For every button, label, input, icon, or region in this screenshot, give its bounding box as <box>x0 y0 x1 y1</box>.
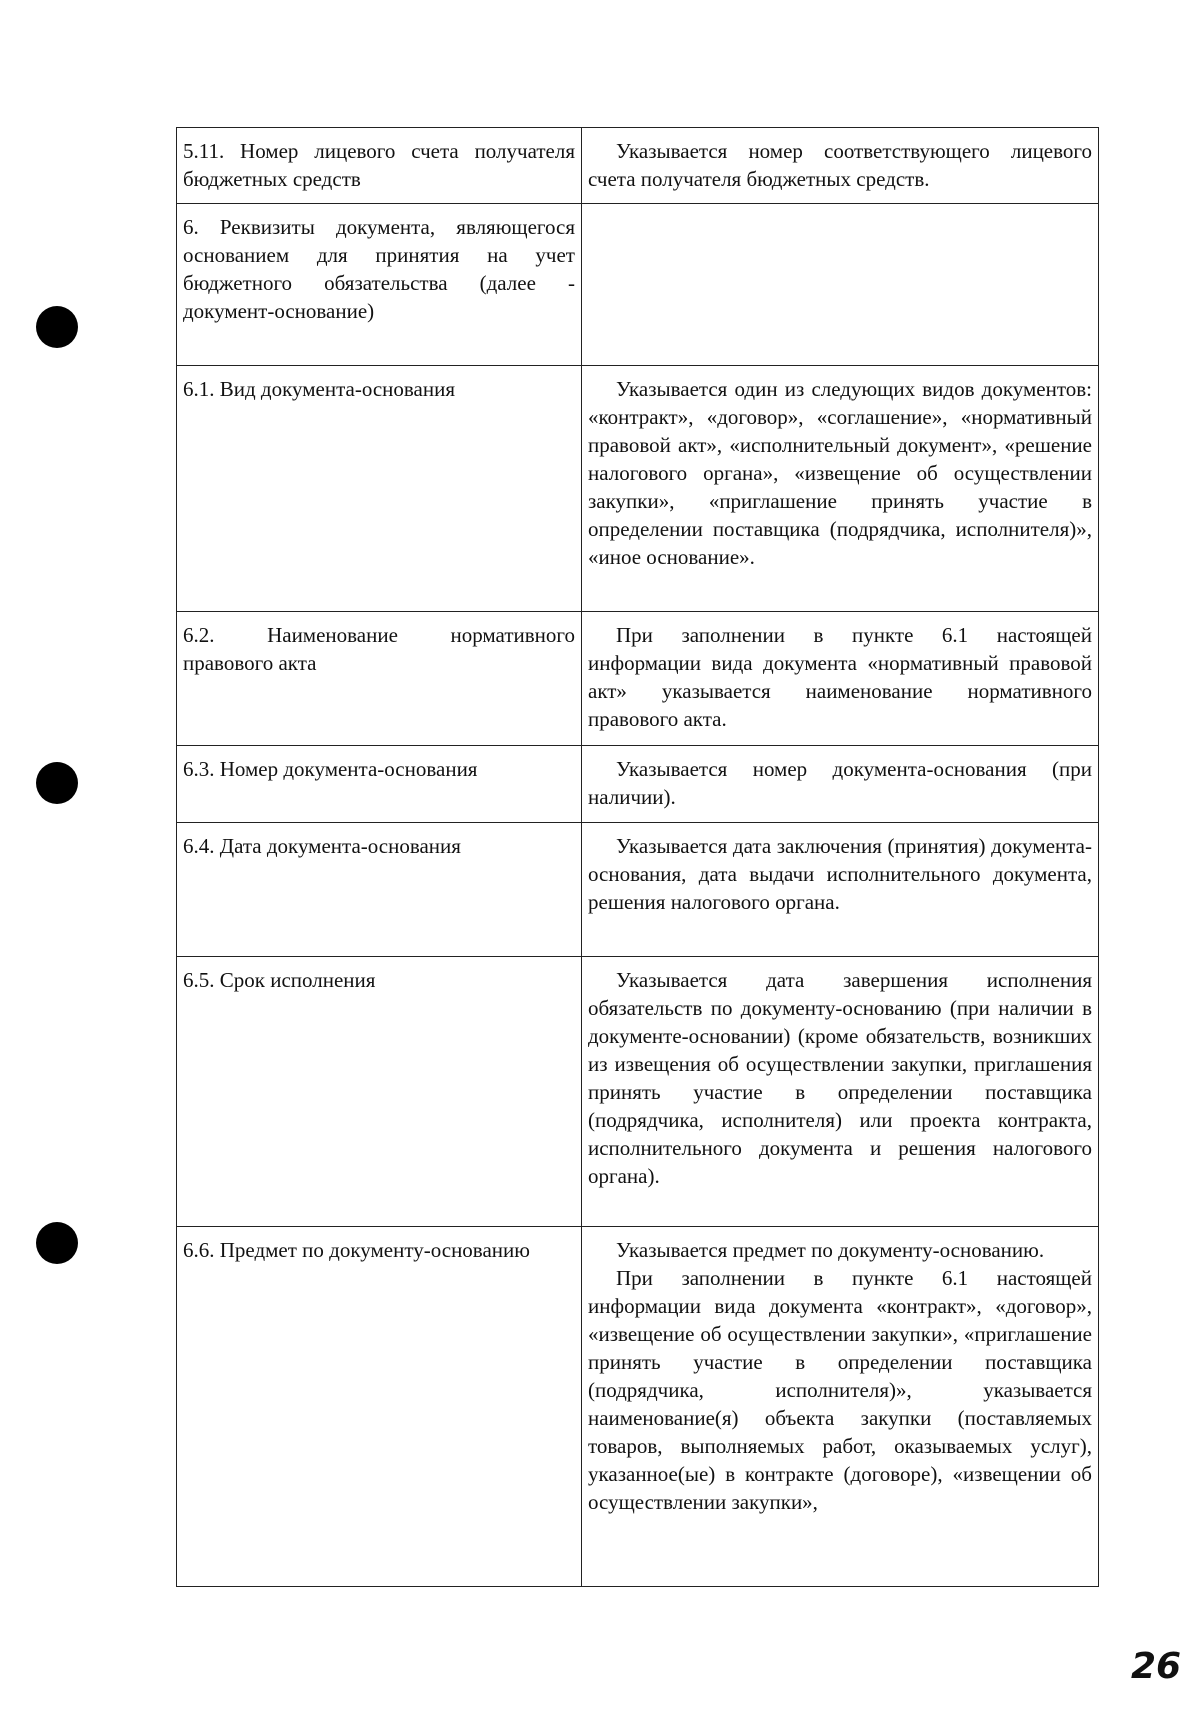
page-number: 26 <box>1131 1646 1182 1687</box>
table-row <box>177 612 1099 746</box>
punch-hole <box>36 306 78 348</box>
field-name-cell: 6. Реквизиты документа, являющегося основанием для принятия на учет бюджетного обязательства (далее - документ-основание) <box>177 204 582 366</box>
table-row <box>177 1227 1099 1587</box>
description-paragraph: Указывается предмет по документу-основанию. <box>616 1238 1045 1262</box>
description-paragraph: Указывается номер документа-основания (при наличии). <box>588 757 1092 809</box>
table-row <box>177 823 1099 957</box>
field-name-cell: 6.5. Срок исполнения <box>177 957 582 1227</box>
field-description-cell <box>582 128 1099 204</box>
field-name-cell: 5.11. Номер лицевого счета получателя бюджетных средств <box>177 128 582 204</box>
field-name-cell: 6.4. Дата документа-основания <box>177 823 582 957</box>
punch-hole <box>36 762 78 804</box>
punch-hole <box>36 1222 78 1264</box>
field-description-cell <box>582 612 1099 746</box>
field-description-cell <box>582 823 1099 957</box>
field-name-cell: 6.1. Вид документа-основания <box>177 366 582 612</box>
field-description-cell <box>582 957 1099 1227</box>
field-description-cell <box>582 204 1099 366</box>
requisites-table <box>176 127 1099 1587</box>
table-row <box>177 957 1099 1227</box>
table-row <box>177 366 1099 612</box>
table-row <box>177 128 1099 204</box>
field-name-cell: 6.6. Предмет по документу-основанию <box>177 1227 582 1587</box>
field-description-cell <box>582 366 1099 612</box>
description-paragraph: Указывается дата заключения (принятия) документа-основания, дата выдачи исполнительного документа, решения налогового органа. <box>588 834 1092 914</box>
table-row <box>177 204 1099 366</box>
description-paragraph: Указывается номер соответствующего лицевого счета получателя бюджетных средств. <box>588 139 1092 191</box>
description-paragraph: Указывается дата завершения исполнения обязательств по документу-основанию (при наличии в документе-основании) (кроме обязательств, возникших из извещения об осуществлении закупки, приглашения принять участие в определении поставщика (подрядчика, исполнителя) или проекта контракта, исполнительного документа и решения налогового органа). <box>588 968 1092 1188</box>
description-paragraph: Указывается один из следующих видов документов: «контракт», «договор», «соглашение», «нормативный правовой акт», «исполнительный документ», «решение налогового органа», «извещение об осуществлении закупки», «приглашение принять участие в определении поставщика (подрядчика, исполнителя)», «иное основание». <box>588 377 1092 569</box>
field-description-cell <box>582 746 1099 823</box>
field-name-cell: 6.3. Номер документа-основания <box>177 746 582 823</box>
field-description-cell <box>582 1227 1099 1587</box>
table-row <box>177 746 1099 823</box>
field-name-cell: 6.2. Наименование нормативного правового акта <box>177 612 582 746</box>
description-paragraph: При заполнении в пункте 6.1 настоящей информации вида документа «контракт», «договор», «извещение об осуществлении закупки», «приглашение принять участие в определении поставщика (подрядчика, исполнителя)», указывается наименование(я) объекта закупки (поставляемых товаров, выполняемых работ, оказываемых услуг), указанное(ые) в контракте (договоре), «извещении об осуществлении закупки», <box>588 1266 1092 1514</box>
description-paragraph: При заполнении в пункте 6.1 настоящей информации вида документа «нормативный правовой акт» указывается наименование нормативного правового акта. <box>588 623 1092 731</box>
